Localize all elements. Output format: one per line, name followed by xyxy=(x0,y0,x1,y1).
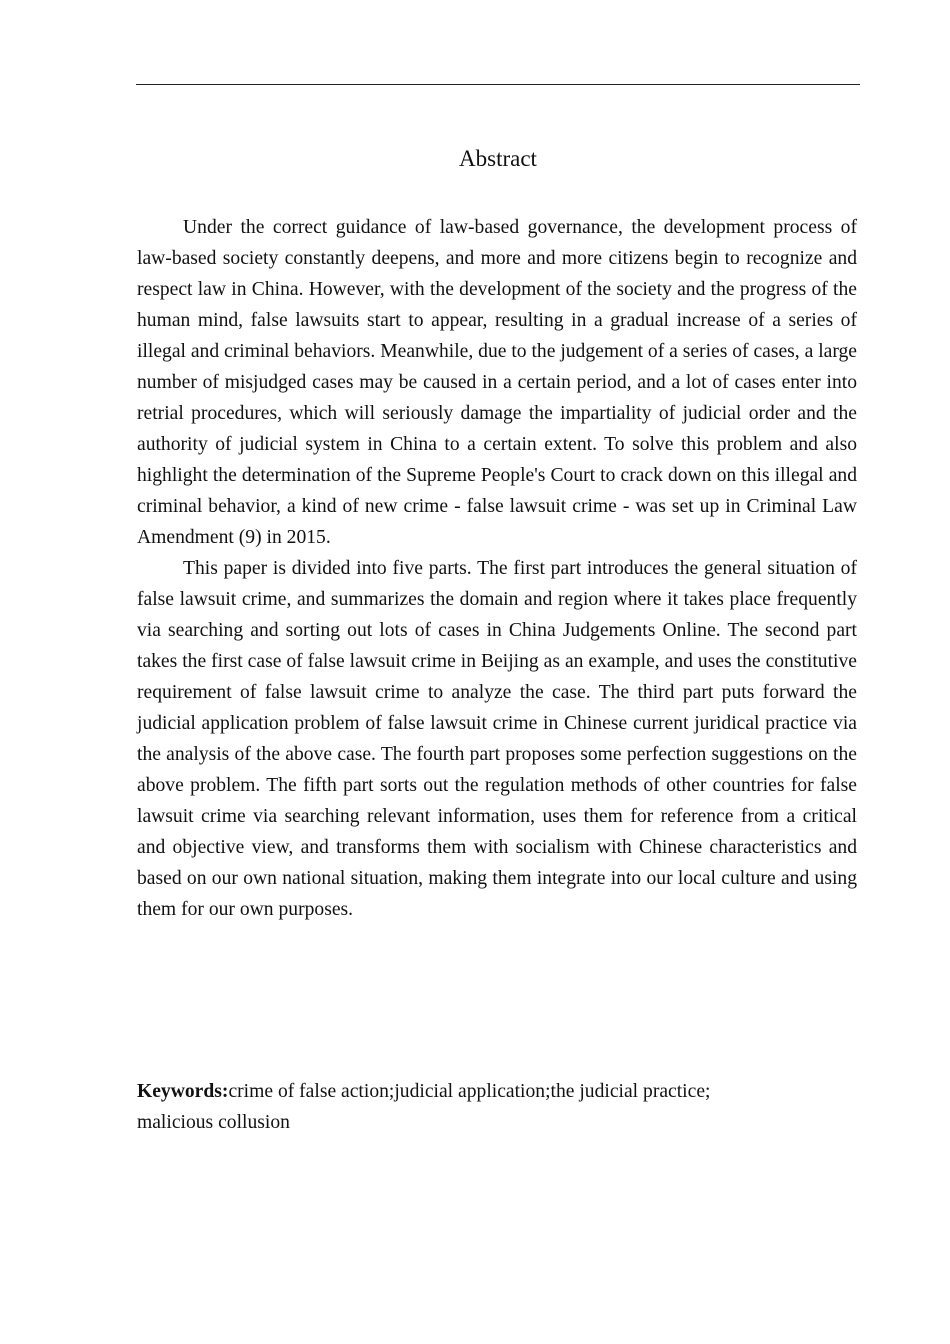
abstract-paragraph-2: This paper is divided into five parts. The first part introduces the general situation of false lawsuit crime, and summarizes the domain and region where it takes place frequently via searching and sorting out lots of cases in China Judgements Online. The second part takes the first case of false lawsuit crime in Beijing as an example, and uses the constitutive requirement of false lawsuit crime to analyze the case. The third part puts forward the judicial application problem of false lawsuit crime in Chinese current juridical practice via the analysis of the above case. The fourth part proposes some perfection suggestions on the above problem. The fifth part sorts out the regulation methods of other countries for false lawsuit crime via searching relevant information, uses them for reference from a critical and objective view, and transforms them with socialism with Chinese characteristics and based on our own national situation, making them integrate into our local culture and using them for our own purposes. xyxy=(137,558,857,920)
abstract-paragraph-1: Under the correct guidance of law-based governance, the development process of law-based society constantly deepens, and more and more citizens begin to recognize and respect law in China. However, with the development of the society and the progress of the human mind, false lawsuits start to appear, resulting in a gradual increase of a series of illegal and criminal behaviors. Meanwhile, due to the judgement of a series of cases, a large number of misjudged cases may be caused in a certain period, and a lot of cases enter into retrial procedures, which will seriously damage the impartiality of judicial order and the authority of judicial system in China to a certain extent. To solve this problem and also highlight the determination of the Supreme People's Court to crack down on this illegal and criminal behavior, a kind of new crime - false lawsuit crime - was set up in Criminal Law Amendment (9) in 2015. xyxy=(137,217,858,548)
keywords-block xyxy=(137,1076,857,1138)
keywords-label: Keywords: xyxy=(137,1081,229,1102)
header-rule xyxy=(136,84,860,85)
keywords-line-2: malicious collusion xyxy=(137,1112,290,1133)
keywords-line-1: crime of false action;judicial application;the judicial practice; xyxy=(228,1081,711,1102)
abstract-title: Abstract xyxy=(459,146,537,171)
abstract-body xyxy=(137,212,857,925)
